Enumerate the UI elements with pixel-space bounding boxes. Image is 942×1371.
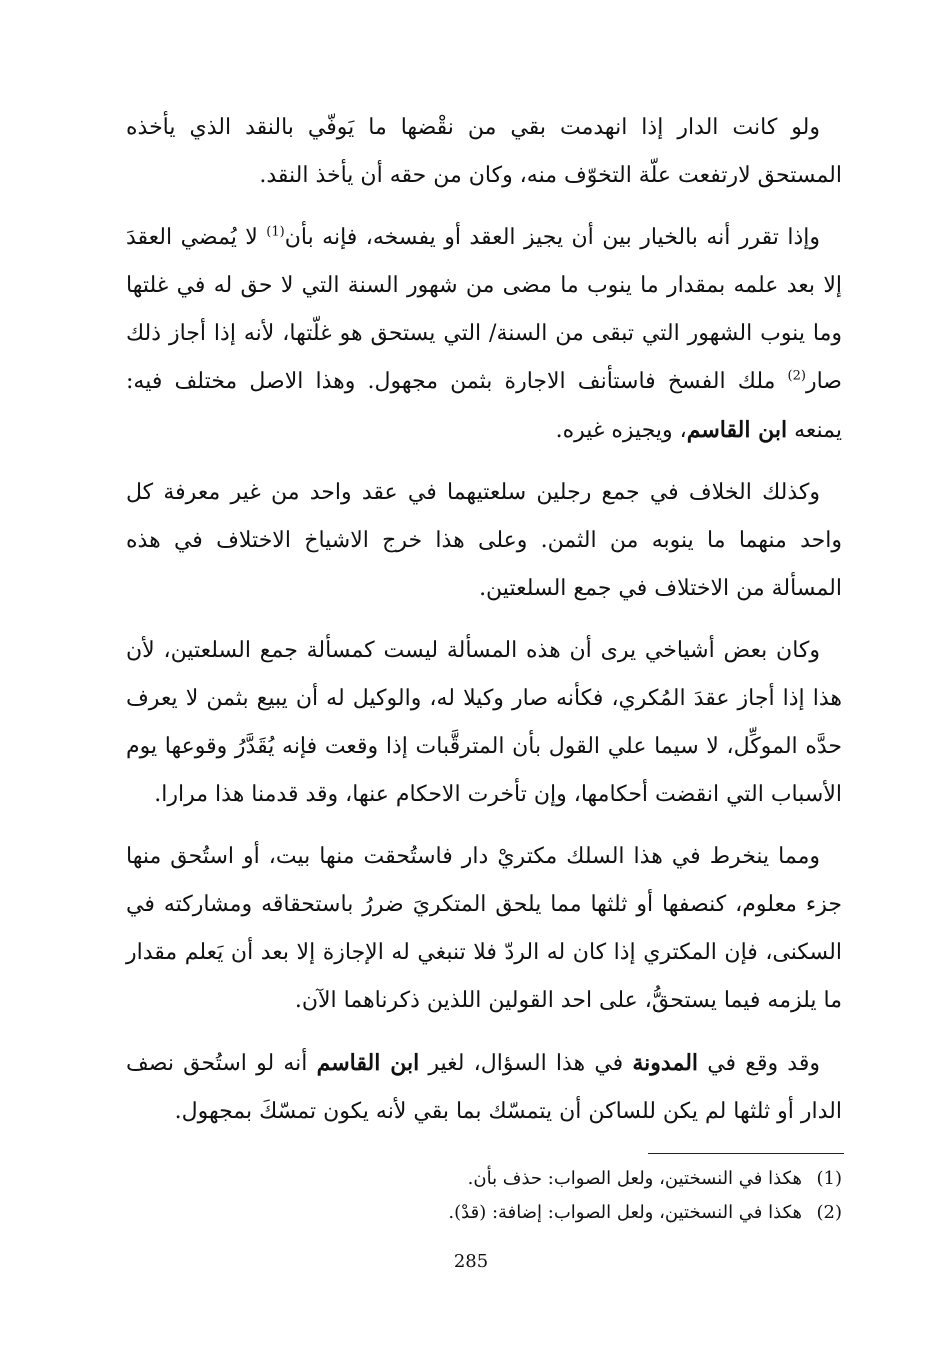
emphasized-name: المدونة	[632, 1050, 699, 1076]
text-run: أنه لو استُحق نصف الدار أو ثلثها لم يكن للساكن أن يتمسّك بما بقي لأنه يكون تمسّكَ بمجهول.	[126, 1051, 842, 1124]
footnotes	[126, 1162, 842, 1230]
text-run: وكان بعض أشياخي يرى أن هذه المسألة ليست كمسألة جمع السلعتين، لأن هذا إذا أجاز عقدَ المُكري، فكأنه صار وكيلا له، والوكيل له أن يبيع بثمن لا يعرف حدَّه الموكِّل، لا سيما علي القول بأن المترقَّبات إذا وقعت فإنه يُقَدَّرُ وقوعها يوم الأسباب التي انقضت أحكامها، وإن تأخرت الاحكام عنها، وقد قدمنا هذا مرارا.	[126, 638, 842, 807]
text-run: وإذا تقرر أنه بالخيار بين أن يجيز العقد أو يفسخه، فإنه بأن	[284, 225, 820, 250]
footnote-ref: (2)	[787, 368, 806, 384]
paragraph	[126, 469, 842, 613]
footnote	[126, 1162, 842, 1196]
footnote	[126, 1196, 842, 1230]
paragraph	[126, 1039, 842, 1136]
text-run: ولو كانت الدار إذا انهدمت بقي من نقْضها ما يَوفّي بالنقد الذي يأخذه المستحق لارتفعت علّة التخوّف منه، وكان من حقه أن يأخذ النقد.	[126, 115, 842, 188]
emphasized-name: ابن القاسم	[686, 417, 788, 443]
text-run: ومما ينخرط في هذا السلك مكتريْ دار فاستُحقت منها بيت، أو استُحق منها جزء معلوم، كنصفها أو ثلثها مما يلحق المتكريَ ضررُ باستحقاقه ومشاركته في السكنى، فإن المكتري إذا كان له الردّ فلا تنبغي له الإجازة إلا بعد أن يَعلم مقدار ما يلزمه فيما يستحقُّ، على احد القولين اللذين ذكرناهما الآن.	[126, 844, 842, 1013]
footnote-number: (1)	[816, 1168, 842, 1189]
text-run: في هذا السؤال، لغير	[419, 1051, 633, 1076]
text-run: وقد وقع في	[698, 1051, 820, 1076]
footnote-separator	[648, 1153, 844, 1154]
footnote-ref: (1)	[266, 224, 285, 240]
text-run: لا يُمضي العقدَ إلا بعد علمه بمقدار ما ينوب ما مضى من شهور السنة التي لا حق له في غلتها وما ينوب الشهور التي تبقى من السنة/ التي يستحق هو غلّتها، لأنه إذا أجاز ذلك صار	[126, 225, 842, 394]
emphasized-name: ابن القاسم	[316, 1050, 420, 1076]
page-number: 285	[453, 1251, 489, 1272]
main-text	[126, 104, 842, 1150]
text-run: وكذلك الخلاف في جمع رجلين سلعتيهما في عقد واحد من غير معرفة كل واحد منهما ما ينوبه من الثمن. وعلى هذا خرج الاشياخ الاختلاف في هذه المسألة من الاختلاف في جمع السلعتين.	[126, 480, 842, 601]
footnote-text: هكذا في النسختين، ولعل الصواب: حذف بأن.	[467, 1168, 802, 1189]
paragraph	[126, 627, 842, 819]
text-run: ، ويجيزه غيره.	[555, 418, 687, 443]
paragraph	[126, 833, 842, 1025]
paragraph	[126, 214, 842, 455]
footnote-number: (2)	[816, 1202, 842, 1223]
footnote-text: هكذا في النسختين، ولعل الصواب: إضافة: (قدْ).	[448, 1202, 802, 1223]
text-run: ملك الفسخ فاستأنف الاجارة بثمن مجهول. وهذا الاصل مختلف فيه: يمنعه	[126, 369, 842, 443]
paragraph	[126, 104, 842, 200]
